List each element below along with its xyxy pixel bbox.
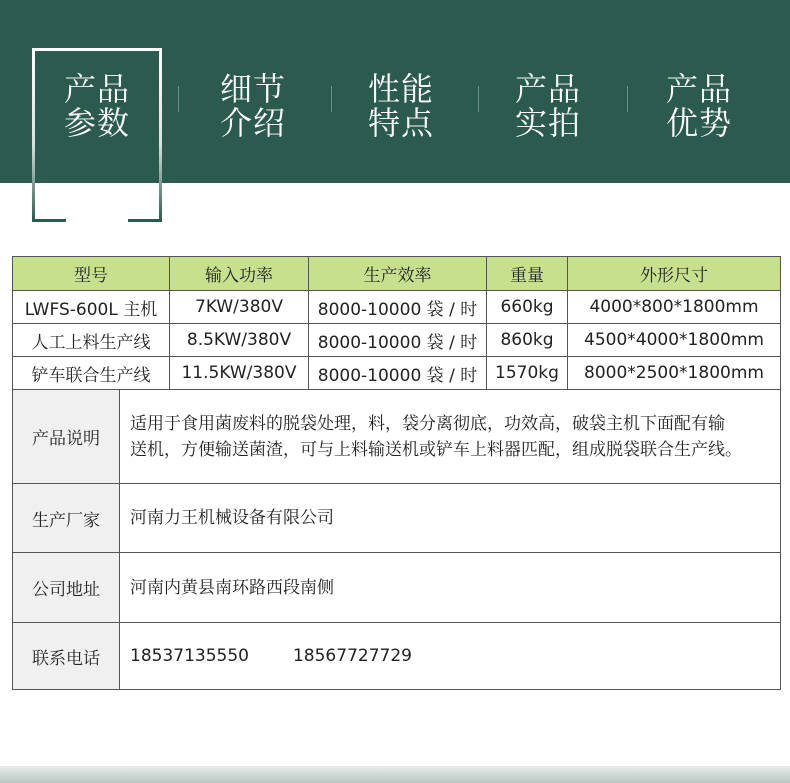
maker-label: 生产厂家 bbox=[13, 484, 120, 553]
tab-label-line2: 介绍 bbox=[219, 104, 286, 142]
tab-label-line1: 产品 bbox=[63, 70, 130, 108]
column-header: 外形尺寸 bbox=[568, 257, 781, 291]
tab-label-line1: 性能 bbox=[367, 70, 434, 108]
tab-performance[interactable] bbox=[336, 72, 466, 140]
info-row-address bbox=[13, 553, 781, 623]
table-cell: 8000*2500*1800mm bbox=[568, 357, 781, 390]
phone-number[interactable]: 18567727729 bbox=[292, 646, 412, 666]
table-cell: 4000*800*1800mm bbox=[568, 291, 781, 324]
table-cell: 8000-10000 袋 / 时 bbox=[309, 291, 487, 324]
tab-divider bbox=[627, 86, 628, 112]
info-row-maker bbox=[13, 484, 781, 553]
phone-number[interactable]: 18537135550 bbox=[130, 646, 249, 666]
table-cell: 8000-10000 袋 / 时 bbox=[309, 324, 487, 357]
tab-product-advantages[interactable] bbox=[634, 72, 764, 140]
info-row-description bbox=[13, 390, 781, 484]
table-cell: 铲车联合生产线 bbox=[13, 357, 170, 390]
spec-table bbox=[12, 256, 781, 390]
tab-product-photos[interactable] bbox=[483, 72, 613, 140]
address-value: 河南内黄县南环路西段南侧 bbox=[120, 553, 781, 623]
tab-product-params[interactable] bbox=[32, 72, 162, 140]
table-cell: 人工上料生产线 bbox=[13, 324, 170, 357]
description-label: 产品说明 bbox=[13, 390, 120, 484]
footer-band bbox=[0, 766, 790, 783]
table-row bbox=[13, 291, 781, 324]
table-cell: 860kg bbox=[487, 324, 568, 357]
column-header: 型号 bbox=[13, 257, 170, 291]
table-cell: 1570kg bbox=[487, 357, 568, 390]
phone-label: 联系电话 bbox=[13, 623, 120, 690]
tab-label-line2: 参数 bbox=[63, 104, 130, 142]
table-header-row bbox=[13, 257, 781, 291]
table-cell: 8.5KW/380V bbox=[170, 324, 309, 357]
tab-label-line2: 特点 bbox=[367, 104, 434, 142]
tab-label-line2: 实拍 bbox=[514, 104, 581, 142]
info-row-phone bbox=[13, 623, 781, 690]
table-cell: 660kg bbox=[487, 291, 568, 324]
description-line: 适用于食用菌废料的脱袋处理，料，袋分离彻底，功效高，破袋主机下面配有输 bbox=[130, 413, 725, 434]
column-header: 生产效率 bbox=[309, 257, 487, 291]
tab-label-line1: 产品 bbox=[514, 70, 581, 108]
table-cell: 7KW/380V bbox=[170, 291, 309, 324]
tab-divider bbox=[478, 86, 479, 112]
tab-label-line2: 优势 bbox=[665, 104, 732, 142]
phone-values bbox=[120, 623, 781, 690]
table-cell: 11.5KW/380V bbox=[170, 357, 309, 390]
column-header: 重量 bbox=[487, 257, 568, 291]
table-cell: 8000-10000 袋 / 时 bbox=[309, 357, 487, 390]
table-cell: LWFS-600L 主机 bbox=[13, 291, 170, 324]
tab-detail-intro[interactable] bbox=[188, 72, 318, 140]
tab-label-line1: 产品 bbox=[665, 70, 732, 108]
table-cell: 4500*4000*1800mm bbox=[568, 324, 781, 357]
table-row bbox=[13, 324, 781, 357]
info-table bbox=[12, 389, 781, 690]
tab-divider bbox=[178, 86, 179, 112]
table-row bbox=[13, 357, 781, 390]
tab-label-line1: 细节 bbox=[219, 70, 286, 108]
address-label: 公司地址 bbox=[13, 553, 120, 623]
description-line: 送机，方便输送菌渣，可与上料输送机或铲车上料器匹配，组成脱袋联合生产线。 bbox=[130, 439, 742, 460]
description-text bbox=[120, 390, 781, 484]
tab-divider bbox=[331, 86, 332, 112]
column-header: 输入功率 bbox=[170, 257, 309, 291]
maker-value: 河南力王机械设备有限公司 bbox=[120, 484, 781, 553]
